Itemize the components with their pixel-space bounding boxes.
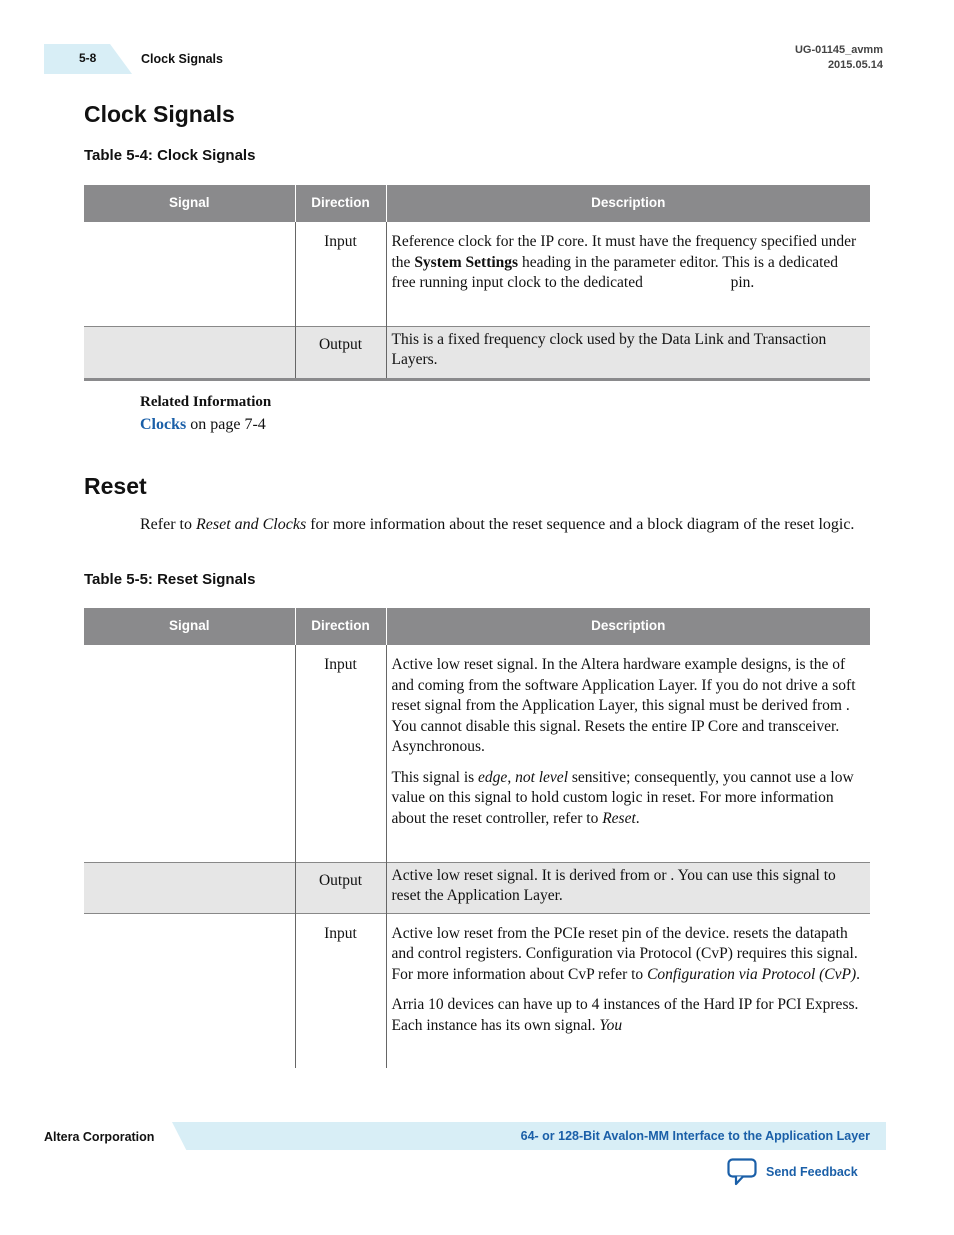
doc-id: UG-01145_avmm — [794, 44, 883, 56]
signal-cell — [84, 645, 295, 862]
description-cell: Reference clock for the IP core. It must have the frequency specified under the System Settings heading in the parameter editor. This is a dedicated free running input clock to the dedicated pin. — [386, 222, 870, 326]
header-section-title: Clock Signals — [141, 52, 223, 66]
signal-cell — [84, 326, 295, 378]
footer-doc-title[interactable]: 64- or 128-Bit Avalon-MM Interface to the Application Layer — [520, 1129, 870, 1143]
column-header-signal: Signal — [84, 185, 295, 222]
table-row — [84, 645, 870, 862]
doc-date: 2015.05.14 — [827, 59, 883, 71]
table-caption-clock: Table 5-4: Clock Signals — [84, 147, 256, 164]
table-caption-reset: Table 5-5: Reset Signals — [84, 571, 256, 588]
description-cell: Active low reset signal. It is derived from or . You can use this signal to reset the Application Layer. — [386, 862, 870, 913]
signal-cell — [84, 222, 295, 326]
footer-company: Altera Corporation — [44, 1130, 155, 1144]
section-heading-clock: Clock Signals — [84, 101, 235, 127]
reset-signals-table — [84, 608, 870, 1068]
column-header-direction: Direction — [295, 185, 386, 222]
description-cell: Active low reset from the PCIe reset pin of the device. resets the datapath and control registers. Configuration via Protocol (CvP) requires this signal. For more information about CvP refer to Configuration via Protocol (CvP). Arria 10 devices can have up to 4 instances of the Hard IP for PCI Express. Each instance has its own signal. You — [386, 913, 870, 1068]
description-cell: Active low reset signal. In the Altera hardware example designs, is the of and coming from the software Application Layer. If you do not drive a soft reset signal from the Application Layer, this signal must be derived from . You cannot disable this signal. Resets the entire IP Core and transceiver. Asynchronous. This signal is edge, not level sensitive; consequently, you cannot use a low value on this signal to hold custom logic in reset. For more information about the reset controller, refer to Reset. — [386, 645, 870, 862]
related-information-heading: Related Information — [140, 394, 272, 410]
clock-signals-table — [84, 185, 870, 378]
description-cell: This is a fixed frequency clock used by the Data Link and Transaction Layers. — [386, 326, 870, 378]
speech-bubble-icon — [727, 1158, 757, 1186]
direction-cell: Input — [295, 645, 386, 862]
send-feedback-label: Send Feedback — [766, 1165, 858, 1179]
signal-cell — [84, 862, 295, 913]
reset-intro: Refer to Reset and Clocks for more information about the reset sequence and a block diagram of the reset logic. — [140, 516, 855, 533]
section-heading-reset: Reset — [84, 473, 147, 499]
column-header-signal: Signal — [84, 608, 295, 645]
clocks-link[interactable]: Clocks — [140, 416, 187, 433]
table-row — [84, 222, 870, 326]
column-header-description: Description — [386, 185, 870, 222]
direction-cell: Output — [295, 862, 386, 913]
send-feedback-button[interactable] — [727, 1158, 858, 1186]
table-row — [84, 326, 870, 378]
column-header-description: Description — [386, 608, 870, 645]
related-information-line: Clocks on page 7-4 — [140, 416, 266, 433]
direction-cell: Output — [295, 326, 386, 378]
column-header-direction: Direction — [295, 608, 386, 645]
signal-cell — [84, 913, 295, 1068]
table-bottom-rule — [84, 378, 870, 381]
page-number: 5-8 — [79, 51, 97, 65]
doc-info — [795, 43, 883, 73]
table-row — [84, 913, 870, 1068]
direction-cell: Input — [295, 222, 386, 326]
direction-cell: Input — [295, 913, 386, 1068]
table-row — [84, 862, 870, 913]
